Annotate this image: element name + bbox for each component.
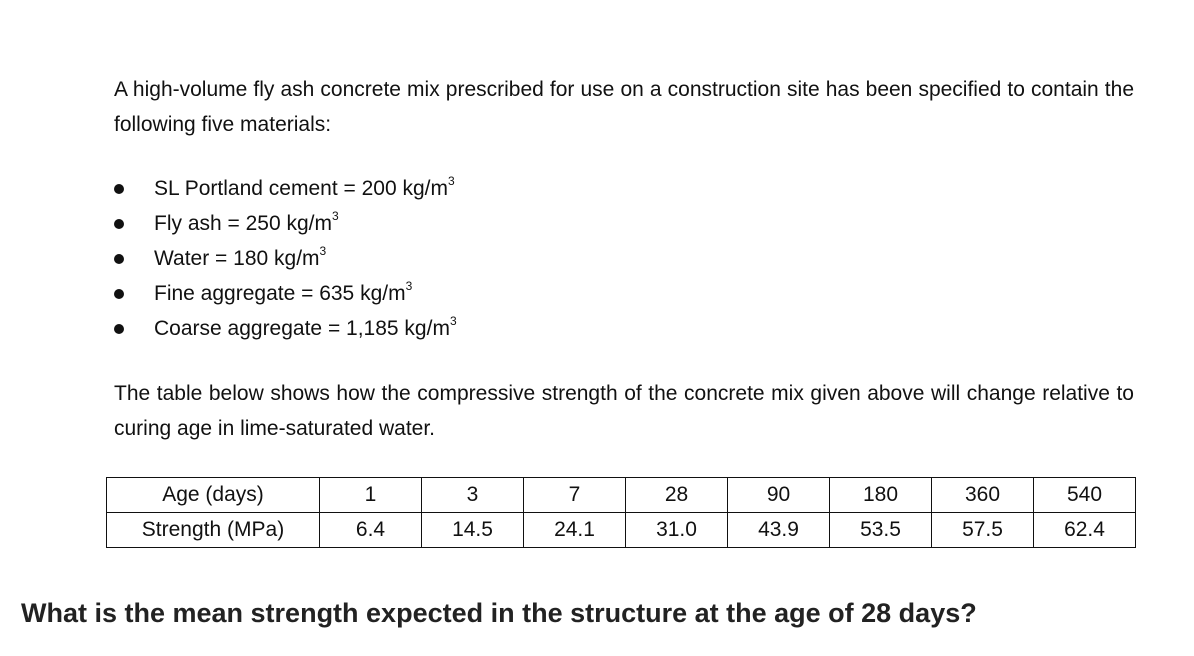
strength-cell: 24.1 [524, 513, 626, 548]
strength-cell: 57.5 [932, 513, 1034, 548]
list-item [114, 241, 457, 276]
bullet-icon [114, 289, 124, 299]
strength-cell: 43.9 [728, 513, 830, 548]
material-text: SL Portland cement = 200 kg/m [154, 177, 448, 200]
strength-cell: 53.5 [830, 513, 932, 548]
bullet-icon [114, 184, 124, 194]
table-row-strength [107, 513, 1136, 548]
bullet-icon [114, 324, 124, 334]
material-text: Coarse aggregate = 1,185 kg/m [154, 317, 450, 340]
age-cell: 90 [728, 478, 830, 513]
age-cell: 360 [932, 478, 1034, 513]
question-text: What is the mean strength expected in the structure at the age of 28 days? [21, 598, 977, 628]
superscript: 3 [405, 279, 413, 293]
age-header-cell: Age (days) [107, 478, 320, 513]
strength-cell: 31.0 [626, 513, 728, 548]
age-cell: 7 [524, 478, 626, 513]
superscript: 3 [332, 209, 339, 223]
age-cell: 540 [1034, 478, 1136, 513]
strength-header-cell: Strength (MPa) [107, 513, 320, 548]
age-cell: 180 [830, 478, 932, 513]
age-cell: 28 [626, 478, 728, 513]
superscript: 3 [319, 244, 327, 258]
materials-list [114, 171, 457, 346]
material-text: Water = 180 kg/m [154, 247, 320, 270]
material-text: Fine aggregate = 635 kg/m [154, 282, 406, 305]
list-item [114, 276, 457, 311]
list-item [114, 311, 457, 346]
intro-paragraph: A high-volume fly ash concrete mix prescribed for use on a construction site has been specified to contain the following five materials: [114, 78, 1134, 136]
strength-cell: 62.4 [1034, 513, 1136, 548]
superscript: 3 [449, 314, 457, 328]
superscript: 3 [447, 174, 455, 188]
list-item [114, 206, 457, 241]
strength-cell: 6.4 [320, 513, 422, 548]
table-intro-paragraph: The table below shows how the compressive strength of the concrete mix given above will change relative to curing age in lime-saturated water. [114, 382, 1134, 440]
age-cell: 3 [422, 478, 524, 513]
bullet-icon [114, 219, 124, 229]
list-item [114, 171, 457, 206]
material-text: Fly ash = 250 kg/m [154, 212, 332, 235]
strength-table [106, 477, 1136, 548]
strength-cell: 14.5 [422, 513, 524, 548]
table-row-age [107, 478, 1136, 513]
bullet-icon [114, 254, 124, 264]
age-cell: 1 [320, 478, 422, 513]
